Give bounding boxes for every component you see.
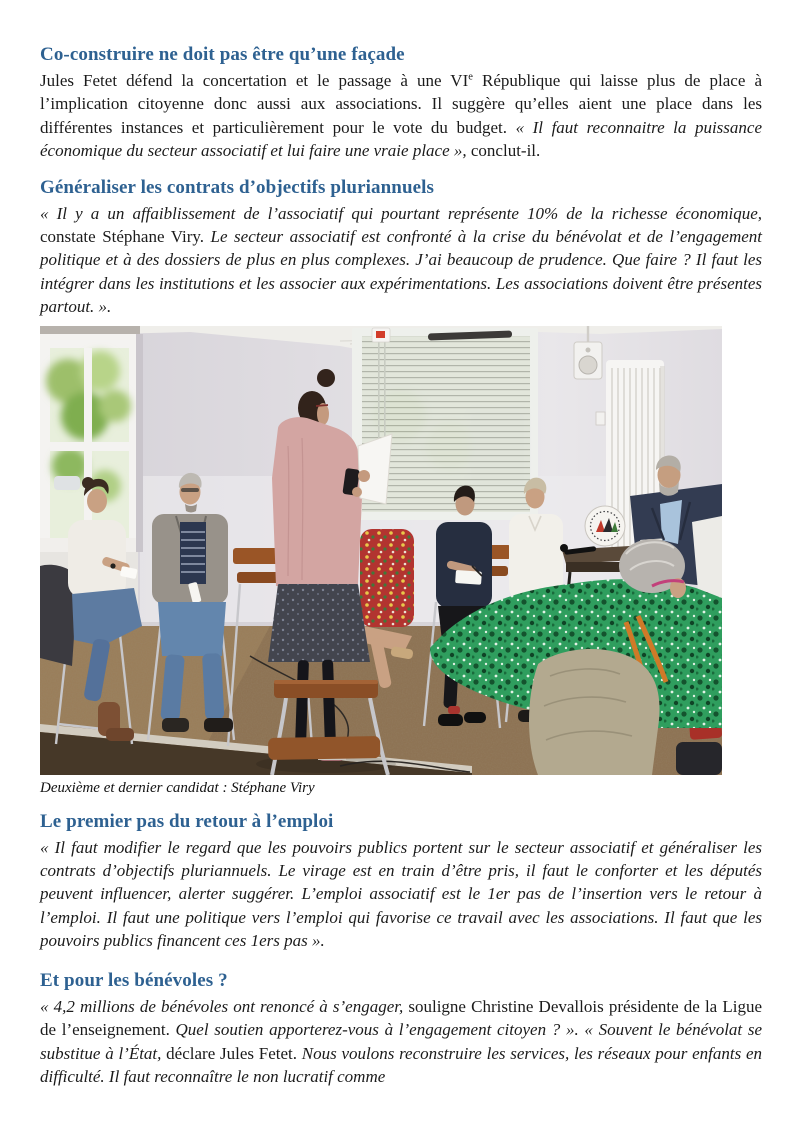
section-benevoles [40,969,762,1089]
paragraph: « Il faut modifier le regard que les pouvoirs publics portent sur le secteur associatif et généraliser les contrats d’objectifs pluriannuels. Le virage est en train d’être pris, il faut le conforter et les députés peuvent influencer, alerter suggérer. L’emploi associatif est le 1er pas de l’insertion vers le retour à l’emploi. Il faut une politique vers l’emploi qui favorise ce travail avec les associations. Il faut que les pouvoirs publics financent ces 1ers pas ». [40,837,762,951]
section-heading: Co-construire ne doit pas être qu’une façade [40,44,405,65]
paragraph: « 4,2 millions de bénévoles ont renoncé à s’engager, souligne Christine Devallois présidente de la Ligue de l’enseignement. Quel soutien apporterez-vous à l’engagement citoyen ? ». « Souvent le bénévolat se substitue à l’État, déclare Jules Fetet. Nous voulons reconstruire les services, les réseaux pour enfants en difficulté. Il faut reconnaître le non lucratif comme [40,996,763,1086]
document-page [40,0,762,1088]
paragraph: Jules Fetet défend la concertation et le passage à une VIe République qui laisse plus de place à l’implication citoyenne donc aussi aux associations. Il suggère qu’elles aient une place dans les différentes instances et particulièrement pour le vote du budget. « Il faut reconnaitre la puissance économique du secteur associatif et lui faire une vraie place », conclut-il. [40,71,763,161]
section-co-construire [40,43,762,163]
photo-light-switch [596,412,605,425]
photo-alarm [372,328,390,342]
photo-figure [40,326,762,798]
photo-campaign-logo [585,506,625,546]
meeting-photo [40,326,722,775]
paragraph: « Il y a un affaiblissement de l’associatif qui pourtant représente 10% de la richesse économique, constate Stéphane Viry. Le secteur associatif est confronté à la crise du bénévolat et de l’engagement politique et à des dossiers de plus en plus complexes. J’ai beaucoup de prudence. Que faire ? Il faut les intégrer dans les institutions et les associer aux expérimentations. Les associations doivent être présentes partout. ». [40,203,762,317]
photo-caption: Deuxième et dernier candidat : Stéphane Viry [40,779,315,796]
section-contrats-objectifs [40,176,762,319]
section-heading: Généraliser les contrats d’objectifs pluriannuels [40,176,435,198]
section-heading: Et pour les bénévoles ? [40,969,228,991]
section-retour-emploi [40,810,762,953]
section-heading: Le premier pas du retour à l’emploi [40,810,334,832]
